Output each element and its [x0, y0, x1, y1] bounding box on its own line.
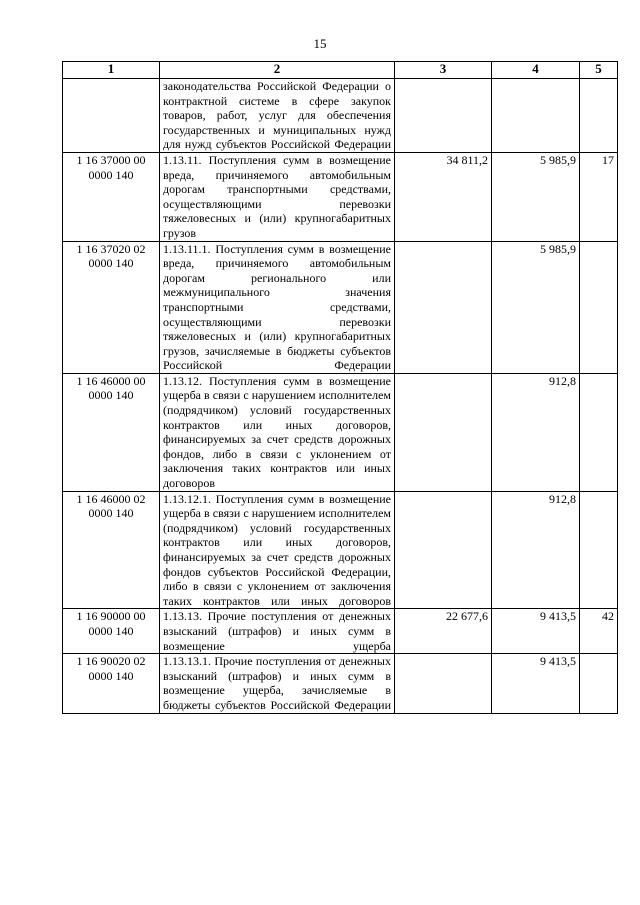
table-row: [63, 609, 618, 654]
column-header-2: 2: [160, 62, 395, 79]
budget-code-cell: 1 16 90020 02 0000 140: [63, 654, 160, 713]
description-cell: законодательства Российской Федерации о контрактной системе в сфере закупок товаров, работ, услуг для обеспечения государственных и муниципальных нужд для нужд субъектов Российской Федерации: [160, 79, 395, 153]
value-col4-cell: 9 413,5: [492, 654, 580, 713]
description-cell: 1.13.12.1. Поступления сумм в возмещение ущерба в связи с нарушением исполнителем (подрядчиком) условий государственных контрактов или иных договоров, финансируемых за счет средств дорожных фондов субъектов Российской Федерации, либо в связи с уклонением от заключения таких контрактов или иных договоров: [160, 491, 395, 609]
value-col3-cell: 34 811,2: [395, 152, 492, 241]
budget-code-cell: [63, 79, 160, 153]
value-col5-cell: 17: [580, 152, 618, 241]
value-col5-cell: [580, 241, 618, 373]
budget-code-cell: 1 16 46000 00 0000 140: [63, 373, 160, 491]
value-col3-cell: [395, 241, 492, 373]
page-number: 15: [313, 36, 327, 51]
table-row: [63, 152, 618, 241]
value-col3-cell: [395, 373, 492, 491]
budget-code-cell: 1 16 46000 02 0000 140: [63, 491, 160, 609]
description-cell: 1.13.11. Поступления сумм в возмещение вреда, причиняемого автомобильным дорогам транспортными средствами, осуществляющими перевозки тяжеловесных и (или) крупногабаритных грузов: [160, 152, 395, 241]
value-col5-cell: [580, 79, 618, 153]
table-header-row: [63, 62, 618, 79]
description-cell: 1.13.13. Прочие поступления от денежных взысканий (штрафов) и иных сумм в возмещение ущерба: [160, 609, 395, 654]
table-row: [63, 373, 618, 491]
column-header-3: 3: [395, 62, 492, 79]
value-col5-cell: [580, 491, 618, 609]
column-header-4: 4: [492, 62, 580, 79]
value-col3-cell: [395, 654, 492, 713]
description-cell: 1.13.12. Поступления сумм в возмещение ущерба в связи с нарушением исполнителем (подрядчиком) условий государственных контрактов или иных договоров, финансируемых за счет средств дорожных фондов, либо в связи с уклонением от заключения таких контрактов или иных договоров: [160, 373, 395, 491]
value-col4-cell: 5 985,9: [492, 152, 580, 241]
table-row: [63, 79, 618, 153]
value-col3-cell: [395, 79, 492, 153]
budget-code-cell: 1 16 37020 02 0000 140: [63, 241, 160, 373]
budget-code-cell: 1 16 90000 00 0000 140: [63, 609, 160, 654]
table-row: [63, 241, 618, 373]
table-row: [63, 654, 618, 713]
value-col5-cell: [580, 373, 618, 491]
value-col4-cell: 912,8: [492, 373, 580, 491]
budget-code-cell: 1 16 37000 00 0000 140: [63, 152, 160, 241]
description-cell: 1.13.13.1. Прочие поступления от денежных взысканий (штрафов) и иных сумм в возмещение ущерба, зачисляемые в бюджеты субъектов Российской Федерации: [160, 654, 395, 713]
value-col4-cell: 5 985,9: [492, 241, 580, 373]
value-col5-cell: 42: [580, 609, 618, 654]
value-col4-cell: 9 413,5: [492, 609, 580, 654]
value-col3-cell: [395, 491, 492, 609]
column-header-5: 5: [580, 62, 618, 79]
column-header-1: 1: [63, 62, 160, 79]
value-col4-cell: 912,8: [492, 491, 580, 609]
description-cell: 1.13.11.1. Поступления сумм в возмещение вреда, причиняемого автомобильным дорогам регионального или межмуниципального значения транспортными средствами, осуществляющими перевозки тяжеловесных и (или) крупногабаритных грузов, зачисляемые в бюджеты субъектов Российской Федерации: [160, 241, 395, 373]
value-col3-cell: 22 677,6: [395, 609, 492, 654]
value-col5-cell: [580, 654, 618, 713]
table-row: [63, 491, 618, 609]
value-col4-cell: [492, 79, 580, 153]
budget-revenue-table: [62, 61, 618, 714]
